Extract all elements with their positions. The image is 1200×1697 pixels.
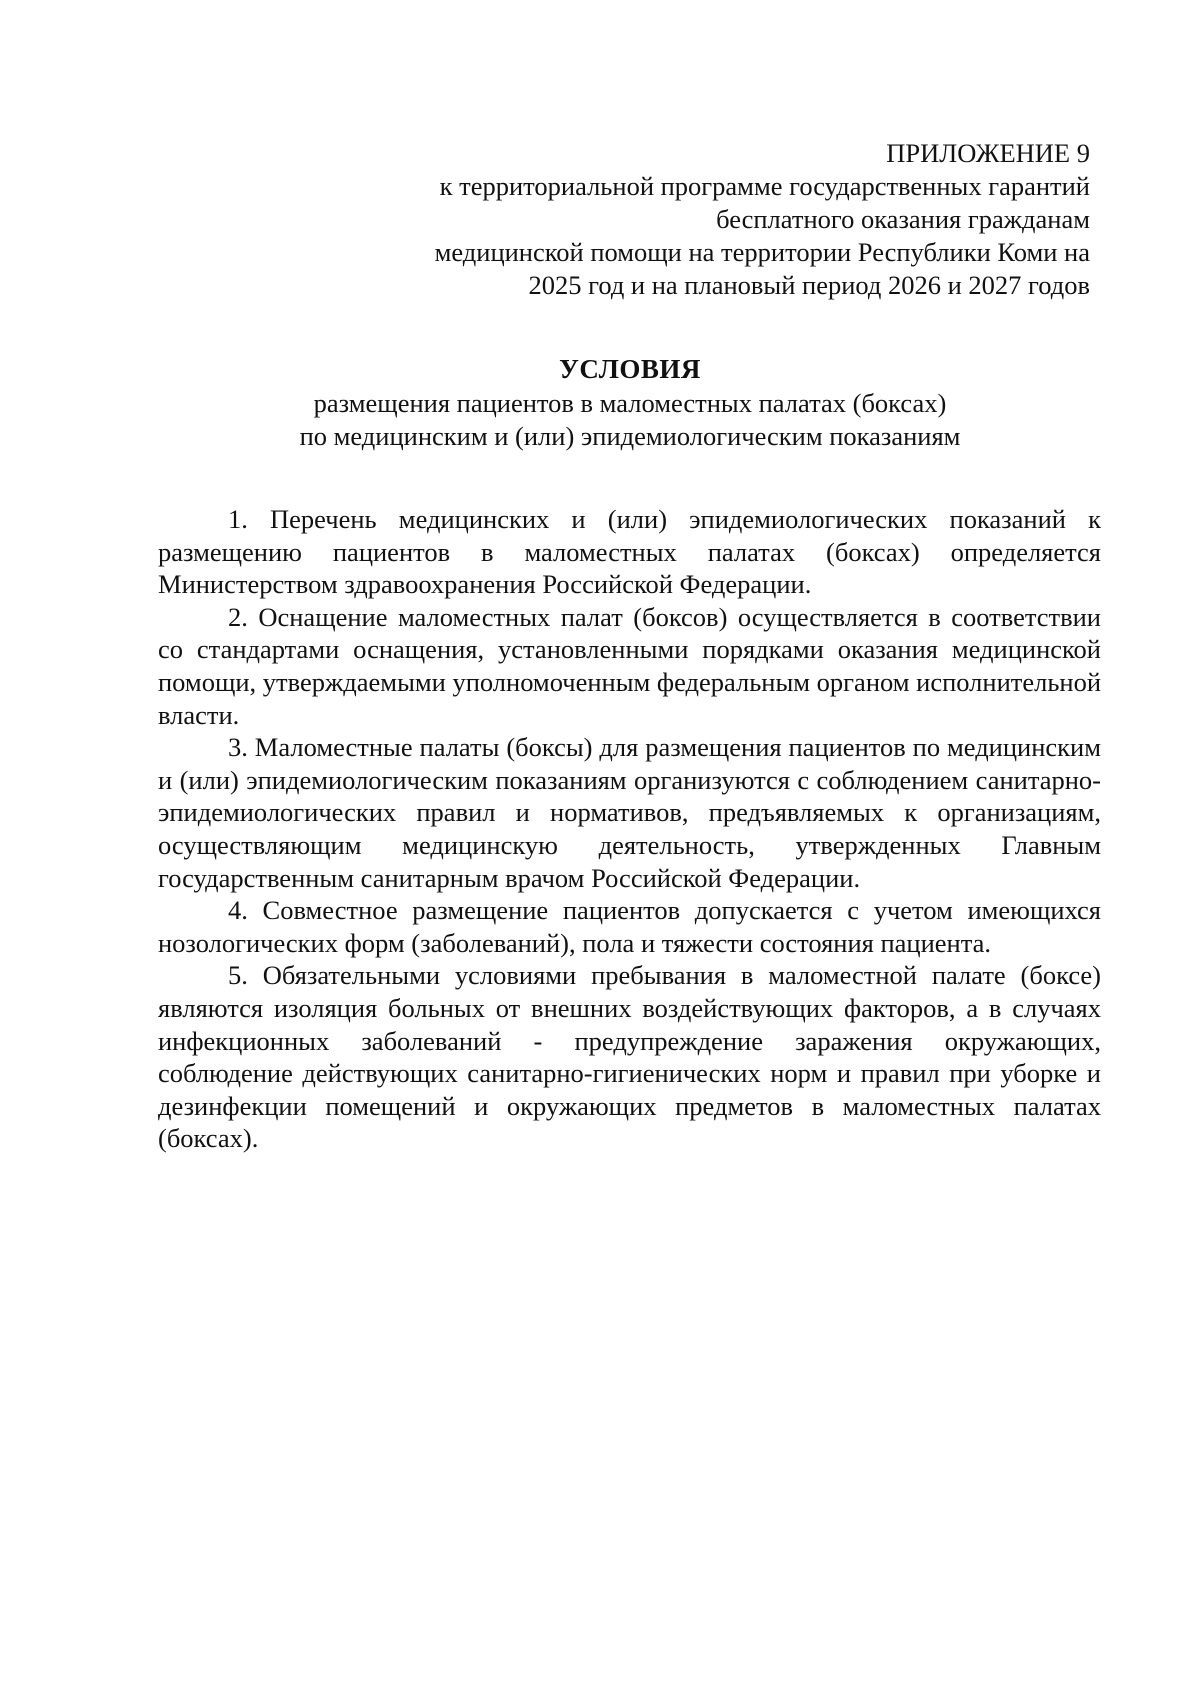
appendix-reference-line-2: бесплатного оказания гражданам: [716, 204, 1090, 234]
appendix-reference-line-3: медицинской помощи на территории Республики Коми на: [434, 237, 1090, 267]
paragraph-4: 4. Совместное размещение пациентов допускается с учетом имеющихся нозологических форм (заболеваний), пола и тяжести состояния пациента.: [158, 895, 1101, 958]
paragraph-2: 2. Оснащение маломестных палат (боксов) осуществляется в соответствии со стандартами оснащения, установленными порядками оказания медицинской помощи, утверждаемыми уполномоченным федеральным органом исполнительной власти.: [158, 601, 1102, 730]
document-subtitle-line-1: размещения пациентов в маломестных палатах (боксах): [313, 388, 947, 418]
appendix-reference-line-1: к территориальной программе государственных гарантий: [439, 171, 1090, 201]
paragraph-3: 3. Маломестные палаты (боксы) для размещения пациентов по медицинским и (или) эпидемиологическим показаниям организуются с соблюдением санитарно-эпидемиологических правил и нормативов, предъявляемых к организациям, осуществляющим медицинскую деятельность, утвержденных Главным государственным санитарным врачом Российской Федерации.: [158, 732, 1101, 893]
document-body: [158, 503, 1101, 1155]
document-title-block: [160, 352, 1100, 453]
paragraph-5: 5. Обязательными условиями пребывания в маломестной палате (боксе) являются изоляция больных от внешних воздействующих факторов, а в случаях инфекционных заболеваний - предупреждение заражения окружающих, соблюдение действующих санитарно-гигиенических норм и правил при уборке и дезинфекции помещений и окружающих предметов в маломестных палатах (боксах).: [158, 960, 1101, 1154]
appendix-reference-line-4: 2025 год и на плановый период 2026 и 2027 годов: [528, 270, 1090, 300]
document-title: УСЛОВИЯ: [559, 354, 701, 384]
document-subtitle-line-2: по медицинским и (или) эпидемиологическим показаниям: [299, 421, 961, 451]
appendix-header: [330, 137, 1090, 302]
paragraph-1: 1. Перечень медицинских и (или) эпидемиологических показаний к размещению пациентов в маломестных палатах (боксах) определяется Министерством здравоохранения Российской Федерации.: [158, 504, 1101, 600]
appendix-number: ПРИЛОЖЕНИЕ 9: [886, 138, 1090, 168]
